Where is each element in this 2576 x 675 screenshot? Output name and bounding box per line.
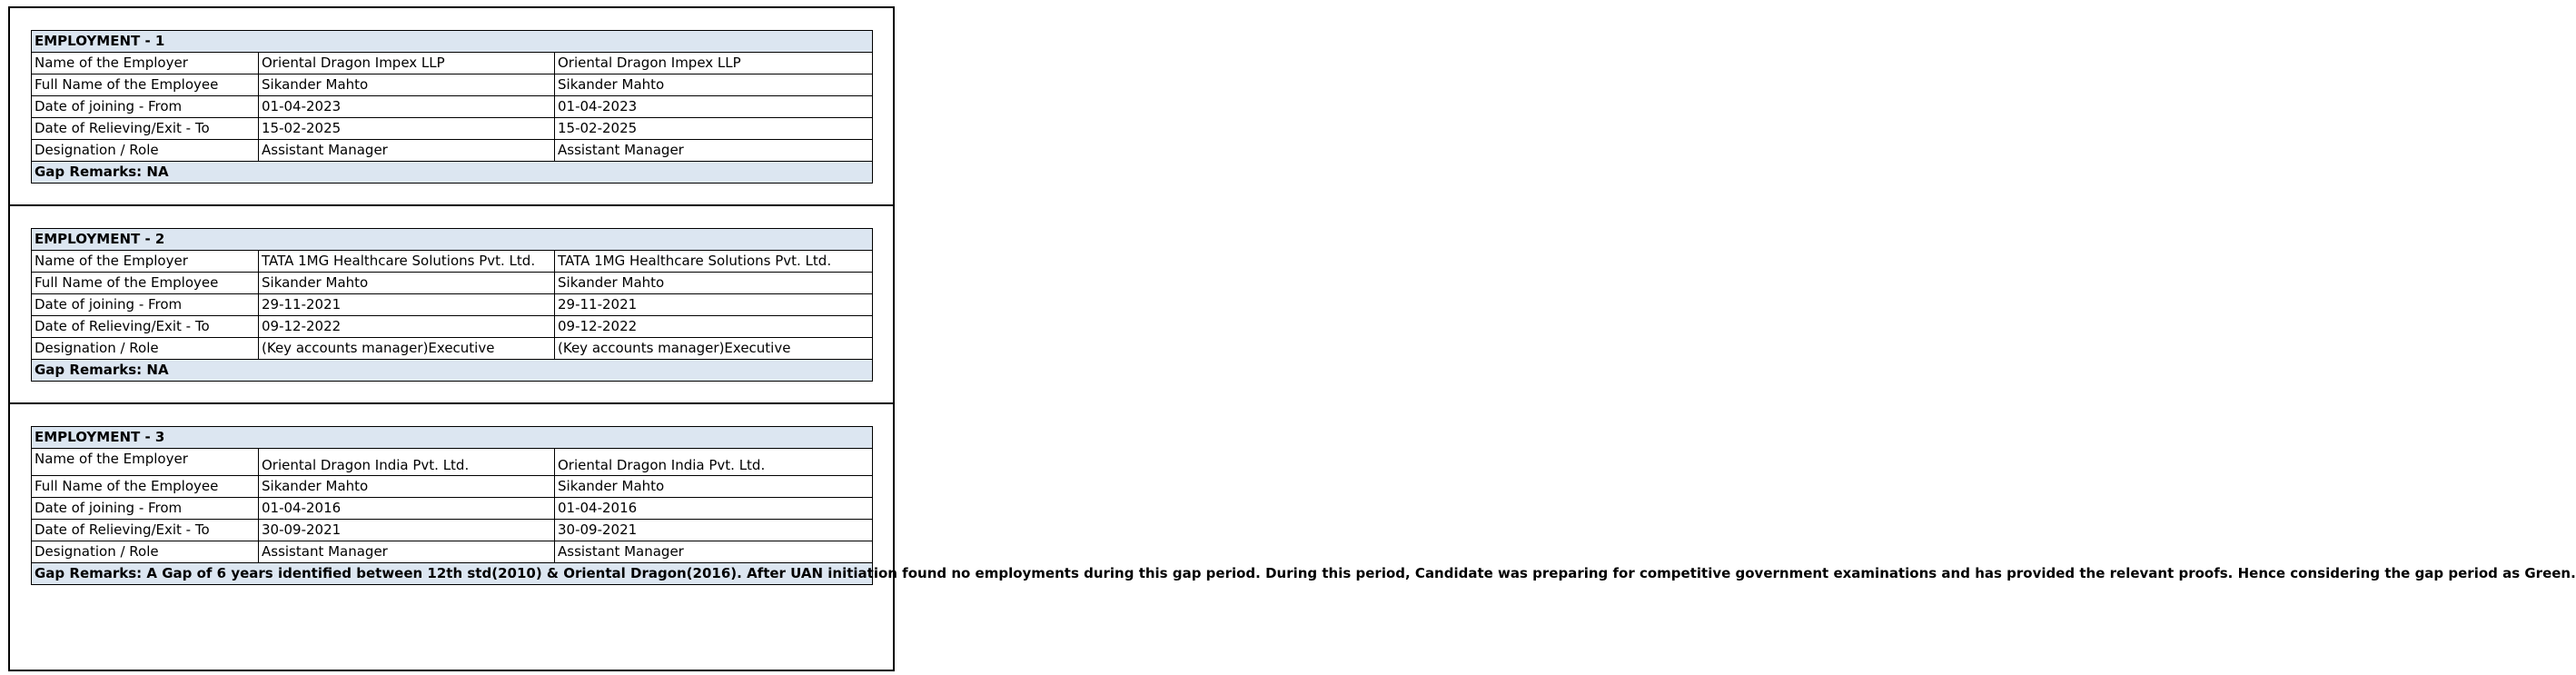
claimed-value: Sikander Mahto <box>259 273 555 294</box>
field-label: Full Name of the Employee <box>32 273 259 294</box>
field-label: Date of Relieving/Exit - To <box>32 118 259 140</box>
field-label: Name of the Employer <box>32 251 259 273</box>
claimed-value: Sikander Mahto <box>259 74 555 96</box>
employment-2-section <box>8 204 895 404</box>
field-label: Designation / Role <box>32 541 259 563</box>
verified-value: 30-09-2021 <box>555 520 873 541</box>
gap-remarks: Gap Remarks: NA <box>32 360 873 382</box>
claimed-value: Oriental Dragon India Pvt. Ltd. <box>259 449 555 476</box>
claimed-value: Assistant Manager <box>259 541 555 563</box>
table-row <box>32 449 873 476</box>
table-row <box>32 273 873 294</box>
claimed-value: TATA 1MG Healthcare Solutions Pvt. Ltd. <box>259 251 555 273</box>
field-label: Date of Relieving/Exit - To <box>32 520 259 541</box>
verified-value: (Key accounts manager)Executive <box>555 338 873 360</box>
claimed-value: Oriental Dragon Impex LLP <box>259 53 555 74</box>
gap-remarks: Gap Remarks: NA <box>32 162 873 184</box>
employment-title: EMPLOYMENT - 2 <box>32 229 873 251</box>
verified-value: Oriental Dragon Impex LLP <box>555 53 873 74</box>
claimed-value: 30-09-2021 <box>259 520 555 541</box>
claimed-value: Sikander Mahto <box>259 476 555 498</box>
table-row <box>32 140 873 162</box>
field-label: Designation / Role <box>32 140 259 162</box>
claimed-value: Assistant Manager <box>259 140 555 162</box>
verified-value: Sikander Mahto <box>555 273 873 294</box>
table-row <box>32 498 873 520</box>
employment-3-table <box>31 426 2576 585</box>
verified-value: 15-02-2025 <box>555 118 873 140</box>
field-label: Designation / Role <box>32 338 259 360</box>
verified-value: 01-04-2023 <box>555 96 873 118</box>
field-label: Name of the Employer <box>32 449 259 476</box>
verified-value: Assistant Manager <box>555 541 873 563</box>
table-row <box>32 316 873 338</box>
claimed-value: 09-12-2022 <box>259 316 555 338</box>
employment-title: EMPLOYMENT - 1 <box>32 31 873 53</box>
employment-1-table <box>31 30 873 184</box>
table-row <box>32 294 873 316</box>
claimed-value: 01-04-2016 <box>259 498 555 520</box>
verified-value: 01-04-2016 <box>555 498 873 520</box>
table-row <box>32 476 873 498</box>
verified-value: 09-12-2022 <box>555 316 873 338</box>
employment-title: EMPLOYMENT - 3 <box>32 427 873 449</box>
table-row <box>32 53 873 74</box>
employment-2-table <box>31 228 873 382</box>
verified-value: 29-11-2021 <box>555 294 873 316</box>
employment-1-section <box>8 6 895 206</box>
field-label: Full Name of the Employee <box>32 74 259 96</box>
field-label: Date of joining - From <box>32 294 259 316</box>
field-label: Full Name of the Employee <box>32 476 259 498</box>
claimed-value: 01-04-2023 <box>259 96 555 118</box>
claimed-value: 15-02-2025 <box>259 118 555 140</box>
claimed-value: 29-11-2021 <box>259 294 555 316</box>
field-label: Date of joining - From <box>32 498 259 520</box>
table-row <box>32 338 873 360</box>
verified-value: Assistant Manager <box>555 140 873 162</box>
table-row <box>32 118 873 140</box>
verified-value: Oriental Dragon India Pvt. Ltd. <box>555 449 873 476</box>
table-row <box>32 96 873 118</box>
gap-remarks: Gap Remarks: A Gap of 6 years identified between 12th std(2010) & Oriental Dragon(2016). After UAN initiation found no employments during this gap period. During this period, Candidate was preparing for competitive government examinations and has provided the relevant proofs. Hence considering the gap period as Green. <box>32 563 873 585</box>
verified-value: Sikander Mahto <box>555 74 873 96</box>
table-row <box>32 251 873 273</box>
verified-value: TATA 1MG Healthcare Solutions Pvt. Ltd. <box>555 251 873 273</box>
field-label: Date of Relieving/Exit - To <box>32 316 259 338</box>
verified-value: Sikander Mahto <box>555 476 873 498</box>
table-row <box>32 520 873 541</box>
claimed-value: (Key accounts manager)Executive <box>259 338 555 360</box>
field-label: Date of joining - From <box>32 96 259 118</box>
employment-3-section <box>8 402 2576 671</box>
table-row <box>32 74 873 96</box>
field-label: Name of the Employer <box>32 53 259 74</box>
table-row <box>32 541 873 563</box>
